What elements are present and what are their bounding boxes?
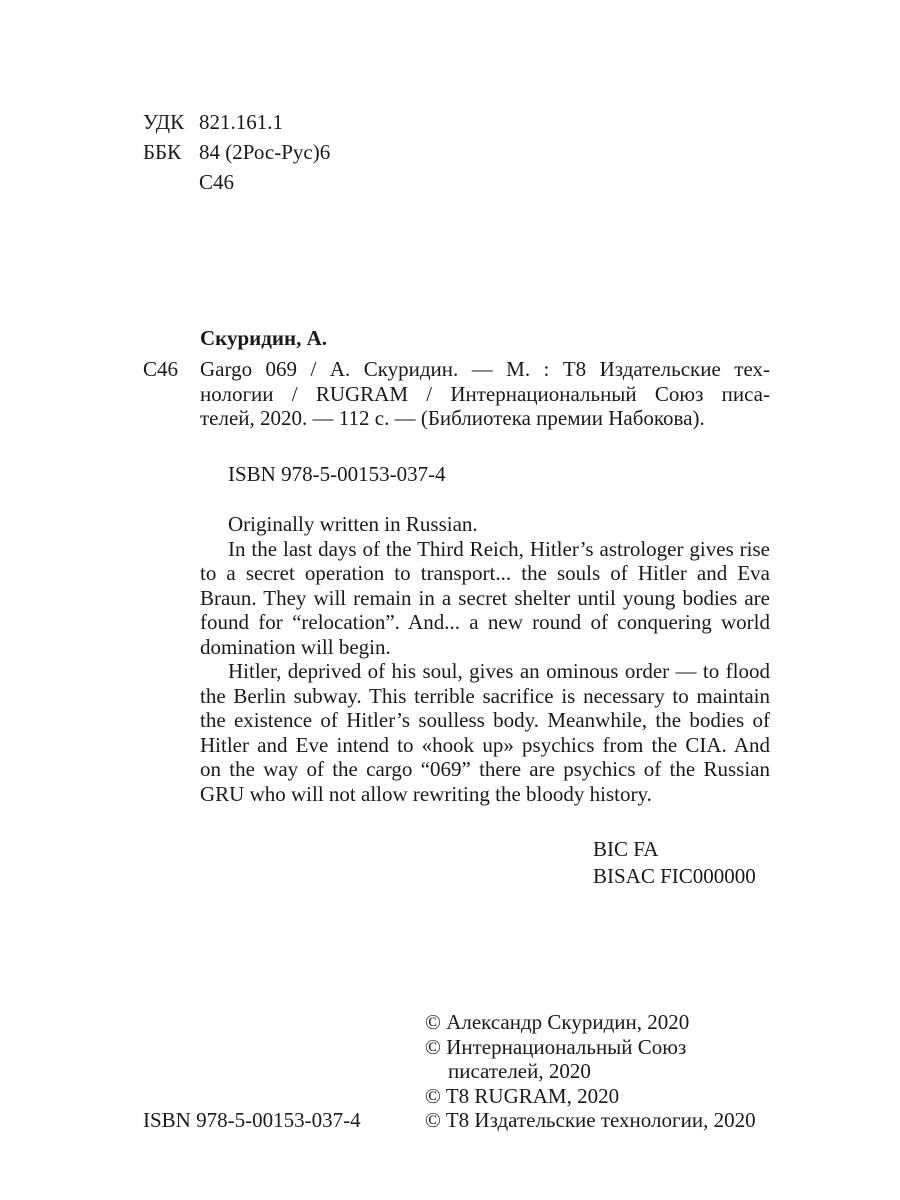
annotation-line: Originally written in Russian.	[228, 512, 478, 536]
biblio-line: нологии / RUGRAM / Интернациональный Союз писа-	[200, 381, 770, 406]
biblio-line: телей, 2020. — 112 с. — (Библиотека премии Набокова).	[200, 406, 705, 430]
udk-label: УДК	[143, 110, 185, 134]
udk-row	[143, 110, 283, 135]
copyright-line: © T8 RUGRAM, 2020	[425, 1083, 620, 1108]
bbk-label: ББК	[143, 140, 182, 164]
bbk-value: 84 (2Рос-Рус)6	[199, 140, 331, 164]
subject-codes	[593, 833, 756, 893]
entry-code: С46	[143, 357, 179, 381]
annotation-line: Braun. They will remain in a secret shelter until young bodies are	[200, 585, 770, 610]
annotation-line: on the way of the cargo “069” there are psychics of the Russian	[200, 757, 770, 781]
annotation-line: GRU who will not allow rewriting the bloody history.	[200, 781, 652, 806]
copyright-line: © T8 Издательские технологии, 2020	[425, 1108, 756, 1132]
annotation-line: to a secret operation to transport... the souls of Hitler and Eva	[200, 561, 770, 585]
author-heading: Скуридин, А.	[200, 326, 327, 350]
annotation-line: domination will begin.	[200, 634, 391, 659]
bbk-row	[143, 140, 330, 165]
biblio-line: Gargo 069 / А. Скуридин. — М. : T8 Издательские тех-	[200, 357, 770, 381]
bic-code: BIC FA	[593, 837, 659, 861]
copyright-line: писателей, 2020	[448, 1059, 591, 1083]
annotation	[200, 512, 770, 806]
bisac-code: BISAC FIC000000	[593, 864, 756, 888]
annotation-line: In the last days of the Third Reich, Hitler’s astrologer gives rise	[228, 536, 770, 561]
isbn-bottom: ISBN 978-5-00153-037-4	[143, 1108, 361, 1132]
copyright-line: © Александр Скуридин, 2020	[425, 1010, 690, 1034]
annotation-line: Hitler, deprived of his soul, gives an ominous order — to flood	[228, 659, 770, 683]
isbn-main: ISBN 978-5-00153-037-4	[228, 462, 446, 486]
copyright-line: © Интернациональный Союз	[425, 1034, 687, 1059]
annotation-line: the Berlin subway. This terrible sacrifice is necessary to maintain	[200, 683, 770, 708]
copyright-block	[425, 1010, 756, 1133]
annotation-line: the existence of Hitler’s soulless body. Meanwhile, the bodies of	[200, 708, 770, 732]
annotation-line: found for “relocation”. And... a new round of conquering world	[200, 610, 770, 634]
udk-value: 821.161.1	[199, 110, 283, 134]
author-mark: С46	[199, 170, 235, 194]
bibliographic-description	[200, 357, 770, 431]
annotation-line: Hitler and Eve intend to «hook up» psychics from the CIA. And	[200, 732, 770, 757]
